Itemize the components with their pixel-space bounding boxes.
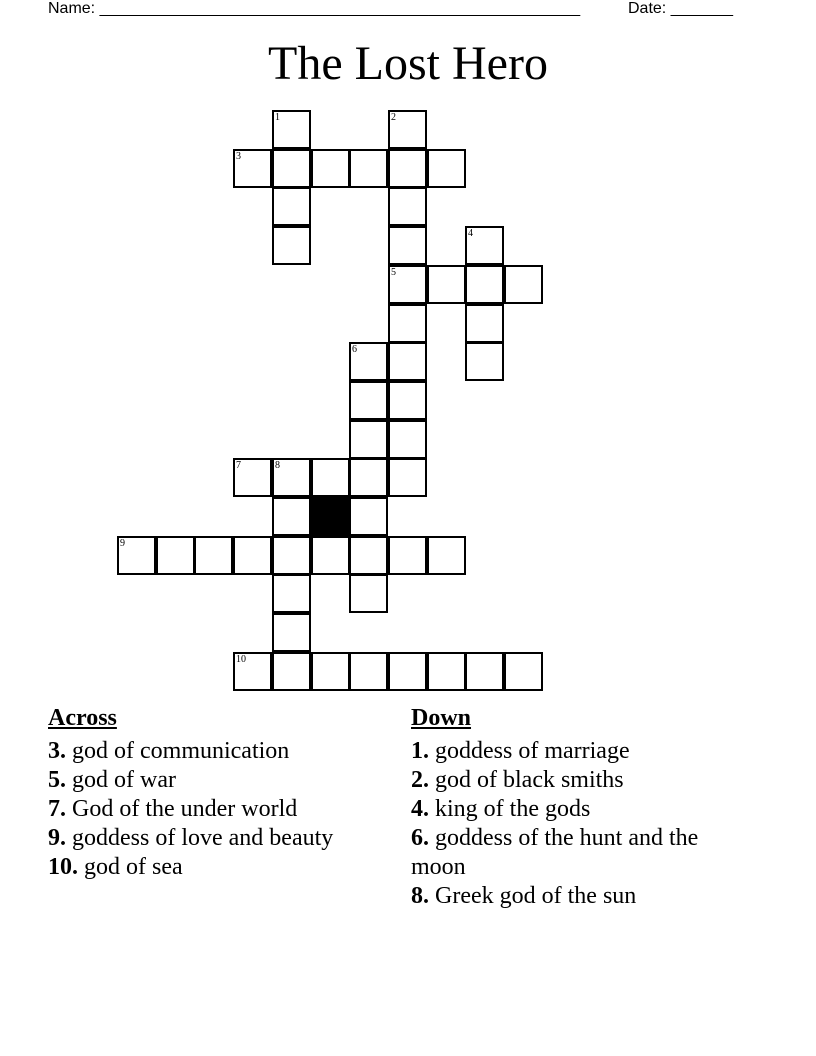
crossword-cell[interactable]	[272, 149, 311, 188]
crossword-cell[interactable]	[427, 265, 466, 304]
crossword-cell[interactable]	[349, 458, 388, 497]
clue-number: 7	[236, 460, 241, 471]
crossword-cell[interactable]	[388, 342, 427, 381]
crossword-cell[interactable]	[388, 187, 427, 226]
clue-text: king of the gods	[429, 796, 591, 822]
clue-text: god of war	[66, 767, 176, 793]
crossword-cell[interactable]	[272, 574, 311, 613]
date-field-label: Date: _______	[628, 0, 733, 17]
crossword-cell[interactable]	[117, 536, 156, 575]
clue-text: god of sea	[78, 854, 183, 880]
clue-text: goddess of the hunt and the moon	[411, 825, 699, 880]
crossword-cell[interactable]	[388, 149, 427, 188]
crossword-cell[interactable]	[504, 265, 543, 304]
crossword-cell[interactable]	[272, 226, 311, 265]
crossword-cell[interactable]	[388, 110, 427, 149]
crossword-cell[interactable]	[272, 110, 311, 149]
crossword-cell[interactable]	[349, 342, 388, 381]
crossword-cell[interactable]	[233, 458, 272, 497]
down-clue	[411, 882, 741, 911]
down-clues	[411, 704, 741, 911]
crossword-cell[interactable]	[272, 497, 311, 536]
crossword-cell[interactable]	[349, 574, 388, 613]
crossword-cell[interactable]	[465, 226, 504, 265]
clue-number: 9.	[48, 825, 66, 851]
crossword-cell[interactable]	[465, 304, 504, 343]
crossword-cell[interactable]	[388, 304, 427, 343]
crossword-cell[interactable]	[272, 652, 311, 691]
clue-text: Greek god of the sun	[429, 883, 637, 909]
down-clue	[411, 795, 741, 824]
crossword-cell[interactable]	[465, 652, 504, 691]
crossword-cell[interactable]	[427, 149, 466, 188]
across-clue	[48, 737, 388, 766]
clue-text: goddess of love and beauty	[66, 825, 334, 851]
black-square	[311, 497, 350, 536]
clue-number: 5.	[48, 767, 66, 793]
crossword-cell[interactable]	[233, 149, 272, 188]
clue-number: 8.	[411, 883, 429, 909]
crossword-cell[interactable]	[388, 536, 427, 575]
crossword-cell[interactable]	[349, 497, 388, 536]
crossword-cell[interactable]	[272, 187, 311, 226]
clue-text: god of black smiths	[429, 767, 624, 793]
crossword-cell[interactable]	[311, 536, 350, 575]
crossword-cell[interactable]	[349, 536, 388, 575]
across-heading: Across	[48, 705, 117, 731]
clue-number: 10	[236, 654, 246, 665]
down-clue	[411, 766, 741, 795]
crossword-cell[interactable]	[272, 613, 311, 652]
across-clue-list	[48, 737, 388, 882]
crossword-cell[interactable]	[233, 536, 272, 575]
clue-number: 1	[275, 112, 280, 123]
clue-text: God of the under world	[66, 796, 298, 822]
across-clue	[48, 824, 388, 853]
name-field-label: Name: ______________________________________________________	[48, 0, 581, 17]
down-clue	[411, 824, 741, 882]
clue-number: 3	[236, 151, 241, 162]
across-clue	[48, 853, 388, 882]
down-clue	[411, 737, 741, 766]
crossword-cell[interactable]	[388, 458, 427, 497]
clue-number: 10.	[48, 854, 78, 880]
crossword-cell[interactable]	[349, 652, 388, 691]
across-clue	[48, 795, 388, 824]
clue-number: 6.	[411, 825, 429, 851]
across-clues	[48, 704, 388, 882]
crossword-cell[interactable]	[311, 458, 350, 497]
crossword-cell[interactable]	[311, 652, 350, 691]
clue-number: 4.	[411, 796, 429, 822]
crossword-cell[interactable]	[349, 420, 388, 459]
crossword-cell[interactable]	[349, 381, 388, 420]
clue-number: 4	[468, 228, 473, 239]
clue-number: 7.	[48, 796, 66, 822]
crossword-cell[interactable]	[388, 226, 427, 265]
clue-number: 8	[275, 460, 280, 471]
crossword-cell[interactable]	[465, 265, 504, 304]
crossword-cell[interactable]	[504, 652, 543, 691]
crossword-cell[interactable]	[388, 381, 427, 420]
crossword-cell[interactable]	[311, 149, 350, 188]
crossword-cell[interactable]	[272, 458, 311, 497]
clue-number: 2	[391, 112, 396, 123]
clue-number: 6	[352, 344, 357, 355]
across-clue	[48, 766, 388, 795]
crossword-cell[interactable]	[194, 536, 233, 575]
crossword-cell[interactable]	[427, 536, 466, 575]
clue-number: 9	[120, 538, 125, 549]
down-clue-list	[411, 737, 741, 911]
clue-text: goddess of marriage	[429, 738, 630, 764]
crossword-cell[interactable]	[427, 652, 466, 691]
crossword-cell[interactable]	[388, 652, 427, 691]
crossword-cell[interactable]	[156, 536, 195, 575]
down-heading: Down	[411, 705, 472, 731]
crossword-cell[interactable]	[388, 420, 427, 459]
clue-number: 5	[391, 267, 396, 278]
clue-number: 1.	[411, 738, 429, 764]
clue-number: 3.	[48, 738, 66, 764]
crossword-cell[interactable]	[388, 265, 427, 304]
crossword-cell[interactable]	[349, 149, 388, 188]
clue-number: 2.	[411, 767, 429, 793]
clue-text: god of communication	[66, 738, 290, 764]
crossword-cell[interactable]	[233, 652, 272, 691]
page-title: The Lost Hero	[268, 37, 548, 90]
crossword-cell[interactable]	[465, 342, 504, 381]
crossword-cell[interactable]	[272, 536, 311, 575]
